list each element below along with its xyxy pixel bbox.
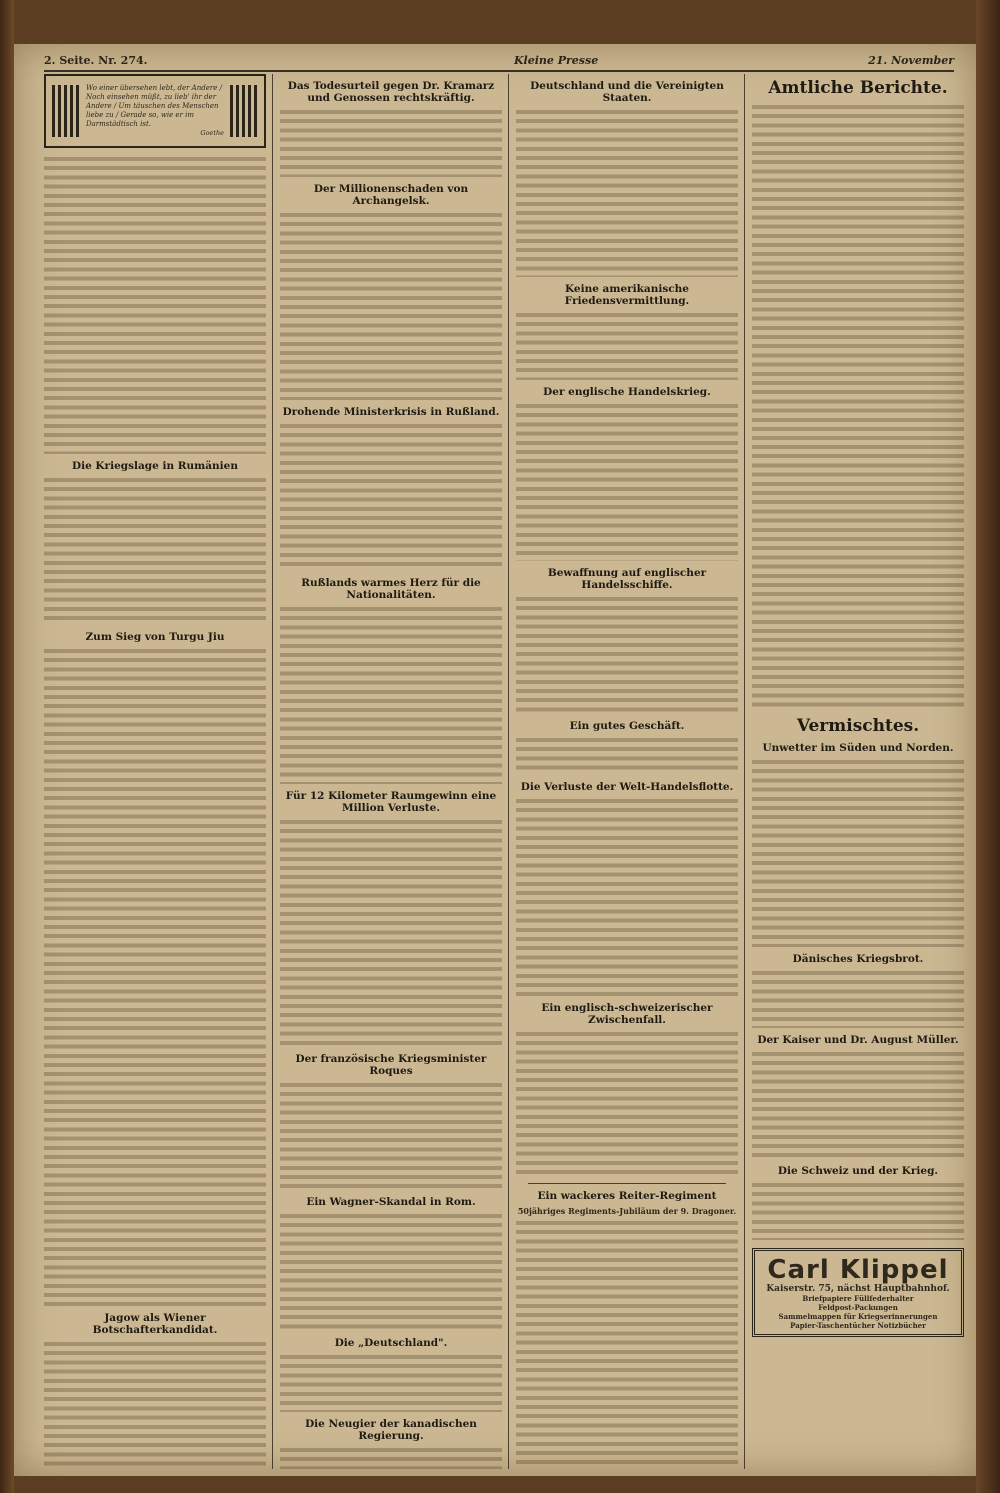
- headline: Unwetter im Süden und Norden.: [762, 742, 954, 754]
- headline: Zum Sieg von Turgu Jiu: [85, 631, 225, 643]
- ad-line: Briefpapiere Füllfederhalter: [802, 1294, 914, 1304]
- text-block: [44, 1339, 266, 1469]
- headline: Deutschland und die Vereinigten Staaten.: [530, 80, 724, 104]
- headline: Das Todesurteil gegen Dr. Kramarz und Genossen rechtskräftig.: [287, 80, 495, 104]
- text-block: [752, 968, 964, 1028]
- text-block: [280, 817, 502, 1047]
- text-block: [280, 107, 502, 177]
- ad-address: Kaiserstr. 75, nächst Hauptbahnhof.: [766, 1284, 950, 1294]
- text-block: [44, 154, 266, 454]
- headline: Dänisches Kriegsbrot.: [792, 953, 924, 965]
- headline: Der französische Kriegsminister Roques: [295, 1053, 487, 1077]
- headline: Der Millionenschaden von Archangelsk.: [313, 183, 469, 207]
- newspaper-page: [14, 44, 976, 1476]
- text-block: [516, 107, 738, 277]
- headline: Rußlands warmes Herz für die Nationalitäten.: [301, 577, 481, 601]
- text-block: [280, 421, 502, 571]
- column-1: [44, 74, 266, 1469]
- text-block: [280, 1211, 502, 1331]
- headline: Bewaffnung auf englischer Handelsschiffe.: [547, 567, 707, 591]
- page-edge: [976, 0, 1000, 1493]
- ornament-right: [230, 85, 258, 137]
- headline: Der englische Handelskrieg.: [543, 386, 711, 398]
- headline: Der Kaiser und Dr. August Müller.: [757, 1034, 959, 1046]
- headline: Ein gutes Geschäft.: [569, 720, 685, 732]
- poem-box: [44, 74, 266, 148]
- column-rule: [508, 74, 509, 1469]
- ad-line: Feldpost-Packungen: [818, 1303, 898, 1313]
- text-block: [280, 1445, 502, 1469]
- text-block: [44, 475, 266, 625]
- text-block: [280, 1352, 502, 1412]
- headline: Jagow als Wiener Botschafterkandidat.: [92, 1312, 218, 1336]
- column-4: [752, 74, 964, 1469]
- ad-name: Carl Klippel: [767, 1255, 949, 1285]
- ad-line: Papier-Taschentücher Notizbücher: [790, 1321, 926, 1331]
- section-title: Amtliche Berichte.: [768, 78, 948, 98]
- column-3: [516, 74, 738, 1469]
- text-block: [752, 1049, 964, 1159]
- book-spine: [0, 0, 14, 1493]
- headline: Die Verluste der Welt-Handelsflotte.: [520, 781, 734, 793]
- text-block: [752, 757, 964, 947]
- text-block: [516, 735, 738, 775]
- text-block: [752, 442, 964, 712]
- text-block: [516, 310, 738, 380]
- advertisement: [752, 1248, 964, 1337]
- text-block: [516, 1029, 738, 1179]
- subheadline: 50jähriges Regiments-Jubiläum der 9. Dragoner.: [517, 1206, 737, 1216]
- issue-date: 21. November: [868, 54, 954, 67]
- text-block: [44, 646, 266, 1306]
- text-block: [752, 102, 964, 442]
- poem-signature: Goethe: [200, 129, 224, 137]
- headline: Die Kriegslage in Rumänien: [72, 460, 238, 472]
- text-block: [516, 1218, 738, 1468]
- headline: Die „Deutschland".: [334, 1337, 448, 1349]
- column-2: [280, 74, 502, 1469]
- text-block: [516, 796, 738, 996]
- poem-text: Wo einer übersehen lebt, der Andere / Noch einsehen müßt, zu lieb' ihr der Andere / Um täuschen des Menschen liebe zu / Gerade so, wie er im Darmstädtisch ist.: [86, 84, 222, 128]
- ad-line: Sammelmappen für Kriegserinnerungen: [778, 1312, 938, 1322]
- headline: Ein englisch-schweizerischer Zwischenfall.: [541, 1002, 713, 1026]
- text-block: [516, 401, 738, 561]
- text-block: [516, 594, 738, 714]
- text-block: [280, 604, 502, 784]
- text-block: [280, 1080, 502, 1190]
- text-block: [280, 210, 502, 400]
- page-header: [44, 52, 954, 72]
- divider: [528, 1183, 726, 1184]
- ornament-left: [52, 85, 80, 137]
- headline: Ein Wagner-Skandal in Rom.: [306, 1196, 476, 1208]
- page-number: 2. Seite. Nr. 274.: [44, 54, 148, 67]
- headline: Die Neugier der kanadischen Regierung.: [305, 1418, 477, 1442]
- masthead: Kleine Presse: [514, 54, 599, 67]
- headline: Keine amerikanische Friedensvermittlung.: [564, 283, 690, 307]
- headline: Die Schweiz und der Krieg.: [777, 1165, 939, 1177]
- headline: Drohende Ministerkrisis in Rußland.: [282, 406, 500, 418]
- text-block: [752, 1180, 964, 1240]
- headline: Für 12 Kilometer Raumgewinn eine Million Verluste.: [285, 790, 497, 814]
- section-title: Vermischtes.: [796, 716, 920, 736]
- column-rule: [272, 74, 273, 1469]
- column-rule: [744, 74, 745, 1469]
- headline: Ein wackeres Reiter-Regiment: [537, 1190, 717, 1202]
